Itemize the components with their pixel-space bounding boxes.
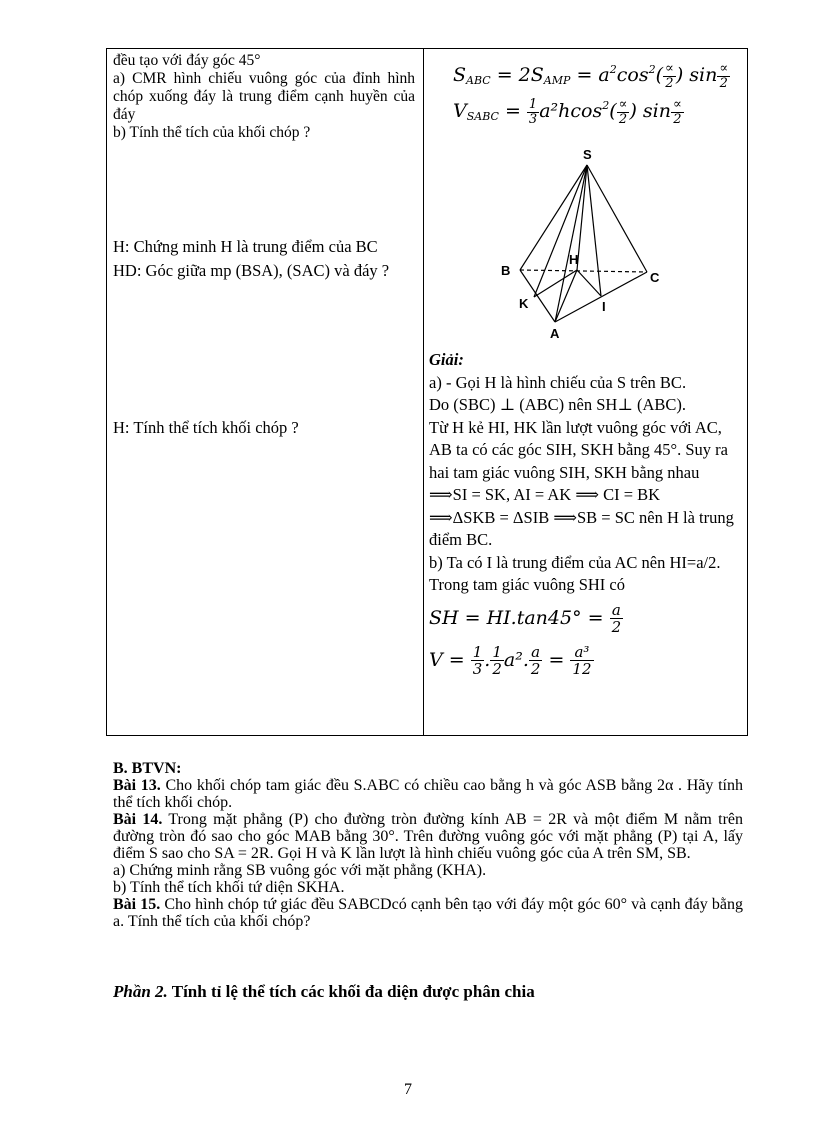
solution-a4: ⟹SI = SK, AI = AK ⟹ CI = BK <box>429 485 661 504</box>
formula-v: V = $\frac{1}{3}$ . $\frac{1}{2}$ a². $\frac{a}{2}$ = $\frac{\text{a³}}{12}$ <box>429 643 592 678</box>
problem-part-a: a) CMR hình chiếu vuông góc của đỉnh hình chóp xuống đáy là trung điểm cạnh huyền của đáy <box>113 70 415 123</box>
edge-sh <box>577 165 587 270</box>
label-b: B <box>501 263 511 278</box>
solution-title: Giải: <box>429 350 464 369</box>
label-i: I <box>602 299 606 314</box>
edge-ac <box>555 272 647 322</box>
label-s: S <box>583 147 592 162</box>
page-number: 7 <box>404 1081 412 1098</box>
homework-title: B. BTVN: <box>113 760 182 777</box>
solution-b1: b) Ta có I là trung điểm của AC nên HI=a/2. Trong tam giác vuông SHI có <box>429 552 721 594</box>
segment-hi <box>577 270 601 296</box>
pyramid-figure <box>487 145 687 345</box>
formula-volume: $V_{SABC}$ = $\frac{1}{3}$ a²hcos$^2$( $\frac{\propto}{2}$ ) sin $\frac{\propto}{2}$ <box>453 96 682 127</box>
solution-a5: ⟹ΔSKB = ΔSIB ⟹SB = SC nên H là trung điểm BC. <box>429 507 734 549</box>
exercise-14: Bài 14. Trong mặt phẳng (P) cho đường tròn đường kính AB = 2R và một điểm M nằm trên đường tròn đó sao cho góc MAB bằng 30°. Trên đường vuông góc với mặt phẳng (P) tại A, lấy điểm S sao cho SA = 2R. Gọi H và K lần lượt là hình chiếu vuông góc của A trên SM, SB. <box>113 811 744 862</box>
label-h: H <box>569 252 579 267</box>
column-divider <box>423 49 424 735</box>
homework-section <box>113 760 743 930</box>
edge-si <box>587 165 601 296</box>
question-block-1 <box>113 235 415 283</box>
hint-angle: HD: Góc giữa mp (BSA), (SAC) và đáy ? <box>113 261 390 280</box>
segment-hk <box>534 270 577 297</box>
edge-sk <box>534 165 587 297</box>
exercise-13: Bài 13. Cho khối chóp tam giác đều S.ABC có chiều cao bằng h và góc ASB bằng 2α . Hãy tính thể tích khối chóp. <box>113 777 743 811</box>
solution-a3: Từ H kẻ HI, HK lần lượt vuông góc với AC, AB ta có các góc SIH, SKH bằng 45°. Suy ra hai tam giác vuông SIH, SKH bằng nhau <box>429 417 728 482</box>
question-volume: H: Tính thể tích khối chóp ? <box>113 418 299 437</box>
problem-part-b: b) Tính thể tích của khối chóp ? <box>113 124 311 141</box>
exercise-15: Bài 15. Cho hình chóp tứ giác đều SABCDcó cạnh bên tạo với đáy một góc 60° và cạnh đáy bằng a. Tính thể tích của khối chóp? <box>113 896 743 930</box>
exercise-14-b: b) Tính thể tích khối tứ diện SKHA. <box>113 879 345 896</box>
problem-statement <box>113 52 415 142</box>
problem-line1: đều tạo với đáy góc 45° <box>113 52 261 69</box>
question-prove-h: H: Chứng minh H là trung điểm của BC <box>113 237 378 256</box>
solution-a1: a) - Gọi H là hình chiếu của S trên BC. <box>429 372 687 392</box>
edge-bc <box>520 270 647 272</box>
edge-sc <box>587 165 647 272</box>
solution <box>429 349 745 681</box>
formula-sh: SH = HI.tan45° = $\frac{a}{2}$ <box>429 601 622 636</box>
edge-sa <box>555 165 587 322</box>
exercise-14-a: a) Chứng minh rằng SB vuông góc với mặt phẳng (KHA). <box>113 862 487 879</box>
segment-ha <box>555 270 577 322</box>
solution-a2: Do (SBC) ⊥ (ABC) nên SH⊥ (ABC). <box>429 395 686 414</box>
label-k: K <box>519 296 529 311</box>
content-table <box>106 48 748 736</box>
part-2-heading: Phần 2. Tính tỉ lệ thể tích các khối đa diện được phân chia <box>113 982 535 1001</box>
label-a: A <box>550 326 560 341</box>
formula-area: $S_{ABC} = 2S_{AMP} = a^2\cos^2$( $\frac{\propto}{2}$ ) sin $\frac{\propto}{2}$ <box>453 60 729 91</box>
label-c: C <box>650 270 660 285</box>
